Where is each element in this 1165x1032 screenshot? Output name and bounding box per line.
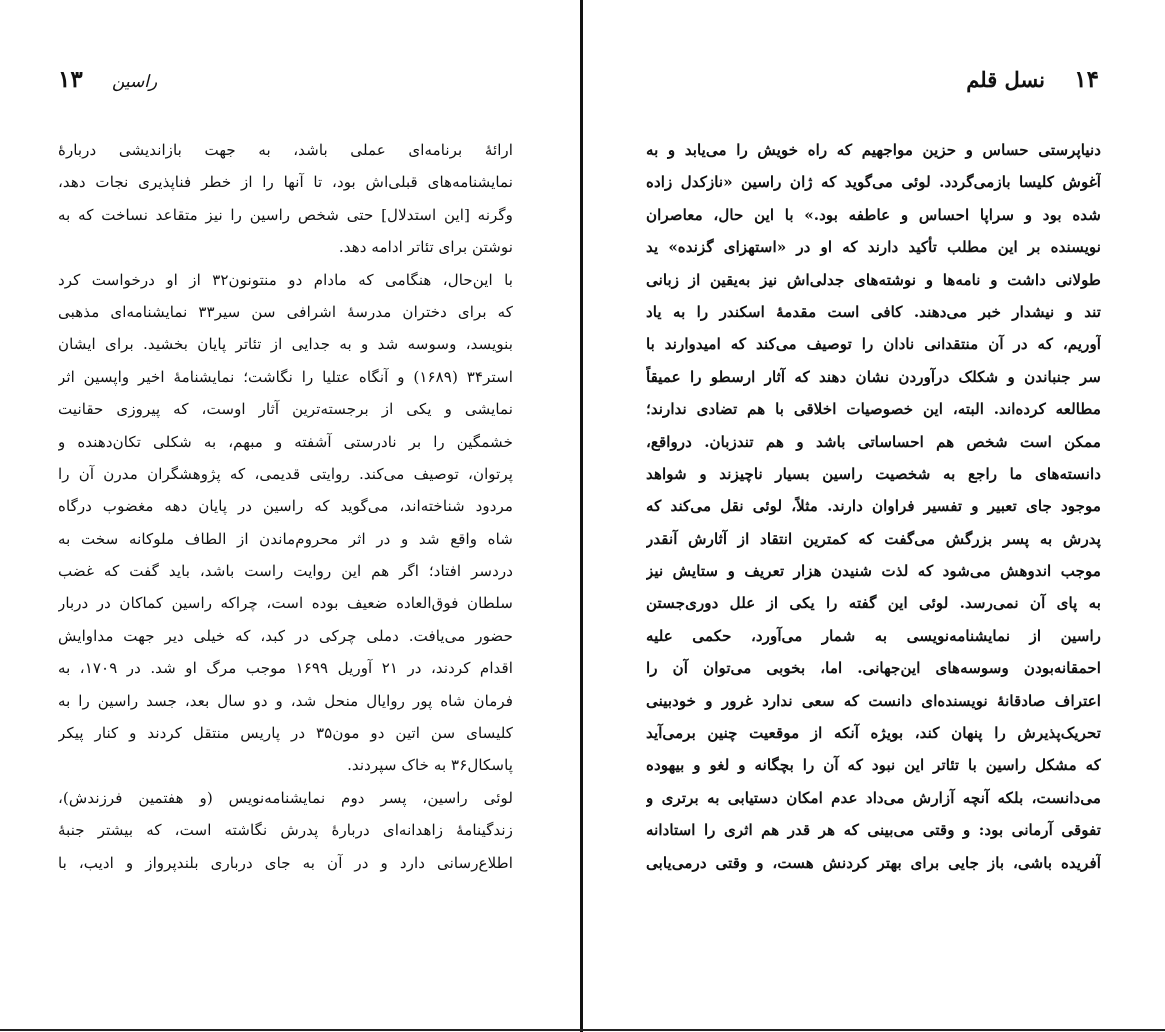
left-page-header — [58, 66, 157, 96]
text-line: اطلاع‌رسانی دارد و در آن به جای درباری بلندپرواز و ادیب، با — [58, 853, 513, 872]
text-line: اعتراف صادقانهٔ نویسنده‌ای دانست که سعی ندارد غرور و خودبینی — [646, 691, 1101, 710]
book-spine — [580, 0, 583, 1032]
text-line: تفوقی آرمانی بود: و وقتی می‌بینی که هر قدر هم اثری را استادانه — [646, 821, 1101, 840]
text-line: زندگینامهٔ زاهدانه‌ای دربارهٔ پدرش نگاشته است، که بیشتر جنبهٔ — [58, 821, 513, 840]
text-line: وگرنه [این استدلال] حتی شخص راسین را نیز متقاعد نساخت که به — [58, 205, 513, 224]
text-line: راسین از نمایشنامه‌نویسی به شمار می‌آورد، حکمی علیه — [646, 626, 1101, 645]
text-line: می‌دانست، بلکه آنچه آزارش می‌داد عدم امکان دستیابی به برتری و — [646, 788, 1101, 807]
text-line: تحریک‌پذیرش را پنهان کند، بویژه آنکه از موقعیت چنین برمی‌آید — [646, 724, 1101, 743]
right-page-text — [646, 134, 1101, 879]
text-line: که برای دختران مدرسهٔ اشرافی سن سیر۳۳ نمایشنامه‌ای مذهبی — [58, 302, 513, 321]
bottom-border — [0, 1029, 1165, 1031]
running-title: راسین — [111, 72, 158, 92]
text-line: مردود شناخته‌اند، می‌گوید که راسین در پایان دهه مغضوب درگاه — [58, 497, 513, 516]
text-line: آفریده باشی، باز جایی برای بهتر کردنش هست، و وقتی درمی‌یابی — [646, 853, 1101, 872]
text-line: کلیسای سن اتین دو مون۳۵ در پاریس منتقل کردند و کنار پیکر — [58, 724, 513, 743]
text-line: نوشتن برای تئاتر ادامه دهد. — [338, 238, 513, 257]
text-line: سلطان فوق‌العاده ضعیف بوده است، چراکه راسین کماکان در دربار — [58, 594, 513, 613]
text-line: خشمگین را بر نادرستی آشفته و مبهم، به شکلی تکان‌دهنده و — [58, 432, 513, 451]
text-line: ارائهٔ برنامه‌ای عملی باشد، به جهت بازاندیشی دربارهٔ — [58, 141, 513, 159]
text-line: فرمان شاه پور روایال منحل شد، و دو سال بعد، جسد راسین را به — [58, 691, 513, 710]
left-page — [0, 0, 581, 1032]
text-line: پدرش به پسر بزرگش می‌گفت که کمترین انتقاد از آثارش آنقدر — [646, 529, 1101, 548]
left-page-text — [58, 134, 513, 879]
running-title: نسل قلم — [966, 67, 1046, 92]
text-line: موجب اندوهش می‌شود که لذت شنیدن هزار تعریف و ستایش نیز — [646, 562, 1101, 581]
text-line: نمایشی و یکی از برجسته‌ترین آثار اوست، که پیروزی حقانیت — [58, 400, 513, 419]
right-page — [584, 0, 1165, 1032]
page-number: ۱۴ — [1074, 66, 1099, 93]
text-line: مطالعه کرده‌اند. البته، این خصوصیات اخلاقی با هم تضادی ندارند؛ — [646, 400, 1101, 419]
text-line: استر۳۴ (۱۶۸۹) و آنگاه عتلیا را نگاشت؛ نمایشنامهٔ اخیر واپسین اثر — [58, 367, 513, 386]
text-line: که مشکل راسین با تئاتر این نبود که آن را بچگانه و لغو و بیهوده — [646, 756, 1101, 775]
text-line: دنیاپرستی حساس و حزین مواجهیم که راه خویش را می‌یابد و به — [646, 141, 1101, 159]
text-line: دردسر افتاد؛ اگر هم این روایت راست باشد، باید گفت که غضب — [58, 562, 513, 581]
text-line: احمقانه‌بودن وسوسه‌های این‌جهانی. اما، بخوبی می‌توان آن را — [646, 659, 1101, 678]
text-line: نمایشنامه‌های قبلی‌اش بود، تا آنها را از خطر فناپذیری نجات دهد، — [58, 173, 513, 192]
text-line: آغوش کلیسا بازمی‌گردد. لوئی می‌گوید که ژان راسین «نازکدل زاده — [646, 173, 1101, 192]
text-line: به پای آن نمی‌رسد. لوئی این گفته را یکی از علل دوری‌جستن — [646, 594, 1101, 613]
text-line: با این‌حال، هنگامی که مادام دو منتونون۳۲ از او درخواست کرد — [58, 270, 513, 289]
text-line: حضور می‌یافت. دملی چرکی در کبد، که خیلی دیر جهت مداوایش — [58, 626, 513, 645]
text-line: لوئی راسین، پسر دوم نمایشنامه‌نویس (و هفتمین فرزندش)، — [58, 788, 513, 807]
text-line: ممکن است شخص هم احساساتی باشد و هم تندزبان. درواقع، — [646, 432, 1101, 451]
right-page-header — [966, 66, 1099, 96]
text-line: نویسنده بر این مطلب تأکید دارند که او در «استهزای گزنده» ید — [646, 238, 1101, 257]
text-line: موجود جای تعبیر و تفسیر فراوان دارند. مثلاً، لوئی نقل می‌کند که — [646, 497, 1101, 516]
text-line: شاه واقع شد و در اثر محروم‌ماندن از الطاف ملوکانه سخت به — [58, 529, 513, 548]
text-line: بنویسد، وسوسه شد و به جدایی از تئاتر پایان بخشید. برای ایشان — [58, 335, 513, 354]
text-line: سر جنباندن و شکلک درآوردن نشان دهند که آثار ارسطو را عمیقاً — [646, 367, 1101, 386]
text-line: اقدام کردند، در ۲۱ آوریل ۱۶۹۹ موجب مرگ او شد. در ۱۷۰۹، به — [58, 659, 513, 678]
text-line: پرتوان، توصیف می‌کند. روایتی قدیمی، که پژوهشگران مدرن آن را — [58, 464, 513, 483]
text-line: شده بود و سراپا احساس و عاطفه بود.» با این حال، معاصران — [646, 205, 1101, 224]
text-line: آوریم، که در آن منتقدانی نادان را توصیف می‌کند که امیدوارند با — [646, 335, 1101, 354]
page-number: ۱۳ — [58, 66, 83, 93]
text-line: پاسکال۳۶ به خاک سپردند. — [347, 756, 513, 775]
text-line: دانسته‌های ما راجع به شخصیت راسین بسیار ناچیزند و شواهد — [646, 464, 1101, 483]
text-line: تند و نیشدار خبر می‌دهند. کافی است مقدمهٔ اسکندر را به یاد — [646, 302, 1101, 321]
text-line: طولانی داشت و نامه‌ها و نوشته‌های جدلی‌اش نیز به‌یقین از زبانی — [646, 270, 1101, 289]
